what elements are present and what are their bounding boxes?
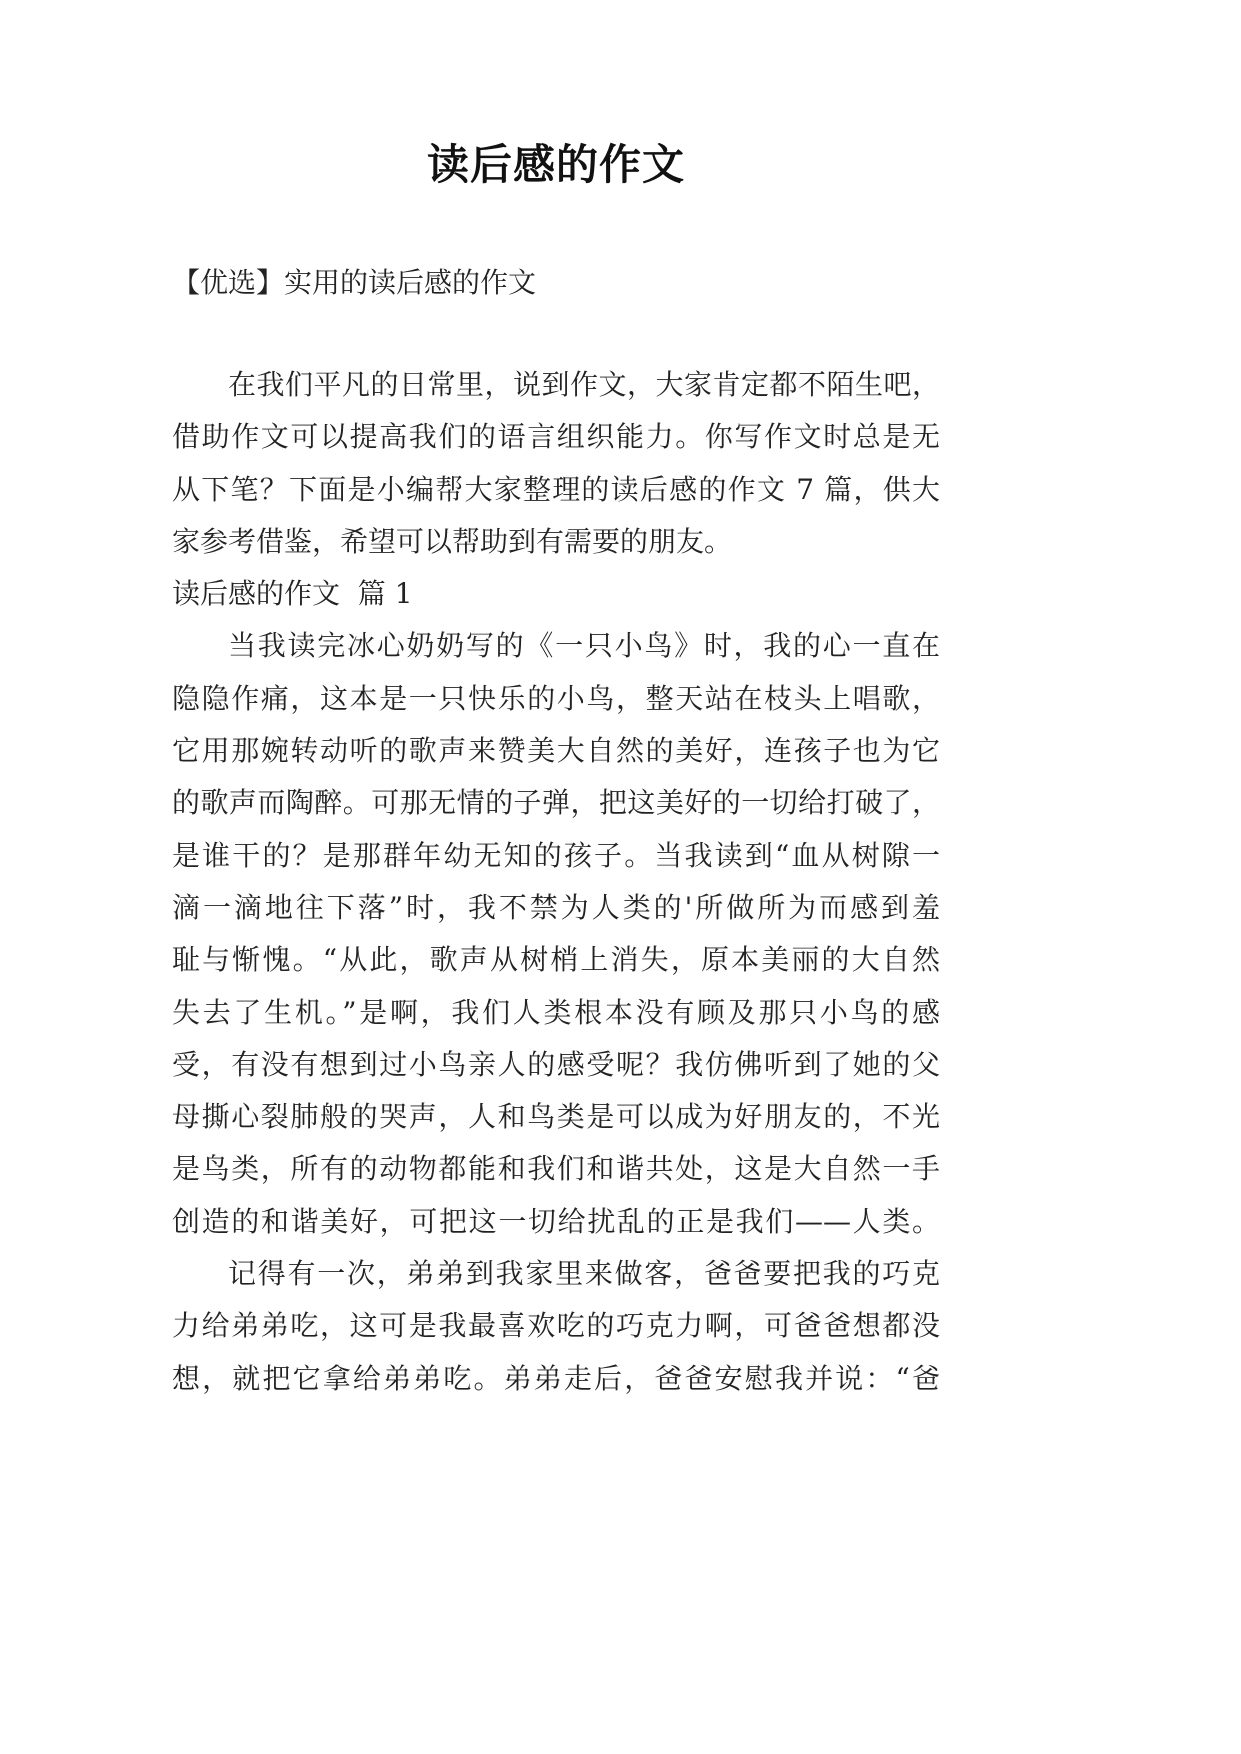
- paragraph-line: 从下笔？下面是小编帮大家整理的读后感的作文 7 篇，供大: [172, 472, 940, 506]
- paragraph-line: 想，就把它拿给弟弟吃。弟弟走后，爸爸安慰我并说：“爸: [172, 1361, 940, 1395]
- paragraph-line: 受，有没有想到过小鸟亲人的感受呢？我仿佛听到了她的父: [172, 1047, 940, 1081]
- paragraph-line: 是谁干的？是那群年幼无知的孩子。当我读到“血从树隙一: [172, 838, 940, 872]
- section-heading: 读后感的作文 篇 1: [172, 577, 413, 611]
- paragraph-line: 在我们平凡的日常里，说到作文，大家肯定都不陌生吧，: [228, 368, 940, 401]
- document-page: [172, 0, 940, 1405]
- paragraph-line: 是鸟类，所有的动物都能和我们和谐共处，这是大自然一手: [172, 1152, 940, 1186]
- essay-paragraph-1: [172, 620, 940, 1248]
- document-subtitle: 【优选】实用的读后感的作文: [172, 266, 537, 299]
- paragraph-line: 母撕心裂肺般的哭声，人和鸟类是可以成为好朋友的，不光: [172, 1100, 940, 1134]
- paragraph-line: 家参考借鉴，希望可以帮助到有需要的朋友。: [172, 524, 733, 558]
- document-body: [172, 359, 940, 1405]
- paragraph-line: 创造的和谐美好，可把这一切给扰乱的正是我们——人类。: [172, 1204, 940, 1238]
- document-title: 读后感的作文: [426, 140, 685, 189]
- paragraph-line: 记得有一次，弟弟到我家里来做客，爸爸要把我的巧克: [228, 1257, 940, 1291]
- paragraph-line: 力给弟弟吃，这可是我最喜欢吃的巧克力啊，可爸爸想都没: [172, 1309, 940, 1343]
- essay-paragraph-2: [172, 1248, 940, 1405]
- intro-paragraph: [172, 359, 940, 568]
- paragraph-line: 滴一滴地往下落”时，我不禁为人类的'所做所为而感到羞: [172, 890, 940, 924]
- paragraph-line: 的歌声而陶醉。可那无情的子弹，把这美好的一切给打破了，: [172, 786, 940, 820]
- paragraph-line: 隐隐作痛，这本是一只快乐的小鸟，整天站在枝头上唱歌，: [172, 681, 940, 715]
- paragraph-line: 耻与惭愧。“从此，歌声从树梢上消失，原本美丽的大自然: [172, 943, 940, 977]
- paragraph-line: 借助作文可以提高我们的语言组织能力。你写作文时总是无: [172, 420, 940, 454]
- paragraph-line: 它用那婉转动听的歌声来赞美大自然的美好，连孩子也为它: [172, 734, 940, 768]
- paragraph-line: 失去了生机。”是啊，我们人类根本没有顾及那只小鸟的感: [172, 995, 940, 1029]
- paragraph-line: 当我读完冰心奶奶写的《一只小鸟》时，我的心一直在: [228, 629, 940, 663]
